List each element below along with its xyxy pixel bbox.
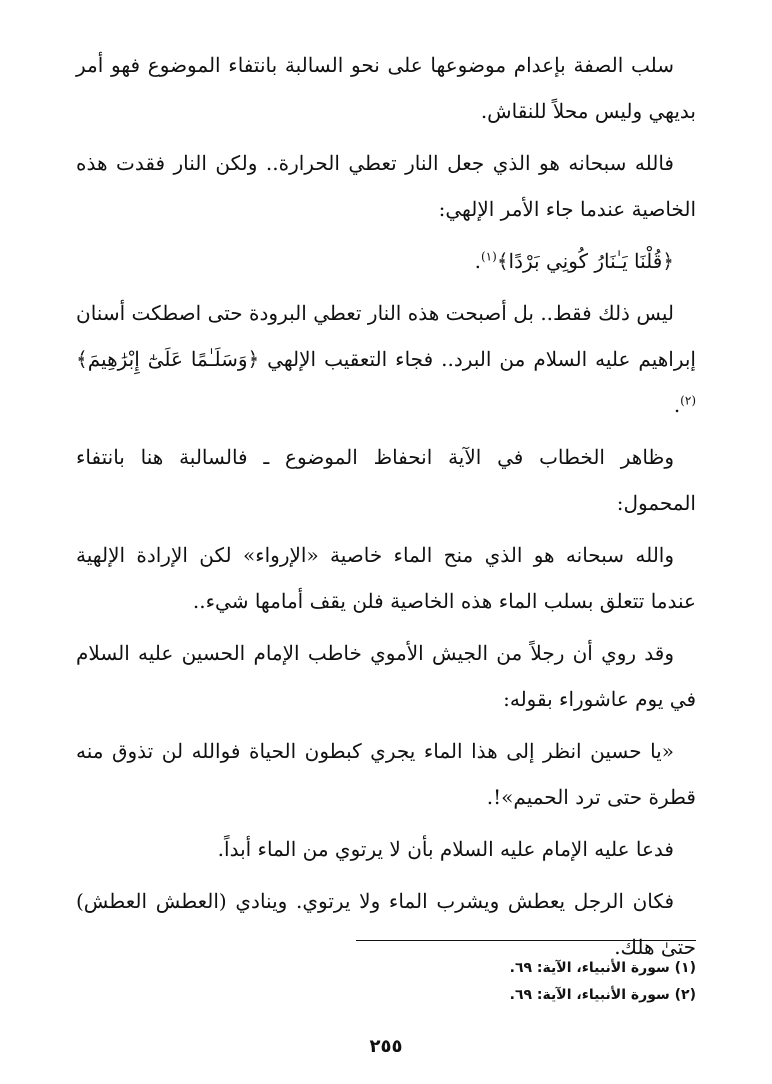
paragraph-6: وقد روي أن رجلاً من الجيش الأموي خاطب الإمام الحسين عليه السلام في يوم عاشوراء بقوله: bbox=[76, 641, 696, 711]
footnotes bbox=[76, 955, 696, 1009]
footnote-marker-2: (٢) bbox=[680, 393, 696, 408]
quran-text-1: ﴿قُلْنَا يَـٰنَارُ كُونِي بَرْدًا﴾ bbox=[496, 249, 674, 273]
paragraph-4: وظاهر الخطاب في الآية انحفاظ الموضوع ـ فالسالبة هنا بانتفاء المحمول: bbox=[76, 445, 696, 515]
paragraph-5: والله سبحانه هو الذي منح الماء خاصية «الإرواء» لكن الإرادة الإلهية عندما تتعلق بسلب الماء هذه الخاصية فلن يقف أمامها شيء.. bbox=[76, 543, 696, 613]
paragraph-3 bbox=[76, 290, 696, 428]
paragraph-3-text: ليس ذلك فقط.. بل أصبحت هذه النار تعطي البرودة حتى اصطكت أسنان إبراهيم عليه السلام من البرد.. فجاء التعقيب الإلهي bbox=[76, 301, 696, 371]
verse-2-punct: . bbox=[673, 393, 681, 417]
paragraph-2: فالله سبحانه هو الذي جعل النار تعطي الحرارة.. ولكن النار فقدت هذه الخاصية عندما جاء الأمر الإلهي: bbox=[76, 151, 696, 221]
page-body bbox=[76, 42, 696, 970]
paragraph-1: سلب الصفة بإعدام موضوعها على نحو السالبة بانتفاء الموضوع فهو أمر بديهي وليس محلاً للنقاش. bbox=[76, 53, 696, 123]
footnote-2: (٢) سورة الأنبياء، الآية: ٦٩. bbox=[509, 987, 696, 1003]
quran-text-2: ﴿وَسَلَـٰمًا عَلَىٰٓ إِبْرَٰهِيمَ﴾ bbox=[76, 347, 260, 371]
quran-verse-1 bbox=[76, 238, 696, 284]
footnote-separator bbox=[356, 940, 696, 941]
paragraph-8: فكان الرجل يعطش ويشرب الماء ولا يرتوي. وينادي (العطش العطش) حتىٰ هلك. bbox=[76, 889, 696, 959]
page-number: ٢٥٥ bbox=[369, 1036, 403, 1057]
paragraph-7: فدعا عليه الإمام عليه السلام بأن لا يرتوي من الماء أبداً. bbox=[217, 837, 674, 861]
verse-1-punct: . bbox=[474, 249, 481, 273]
quote-paragraph: «يا حسين انظر إلى هذا الماء يجري كبطون الحياة فوالله لن تذوق منه قطرة حتى ترد الحميم»!. bbox=[76, 739, 696, 809]
footnote-1: (١) سورة الأنبياء، الآية: ٦٩. bbox=[509, 960, 696, 976]
footnote-marker-1: (١) bbox=[480, 249, 497, 264]
